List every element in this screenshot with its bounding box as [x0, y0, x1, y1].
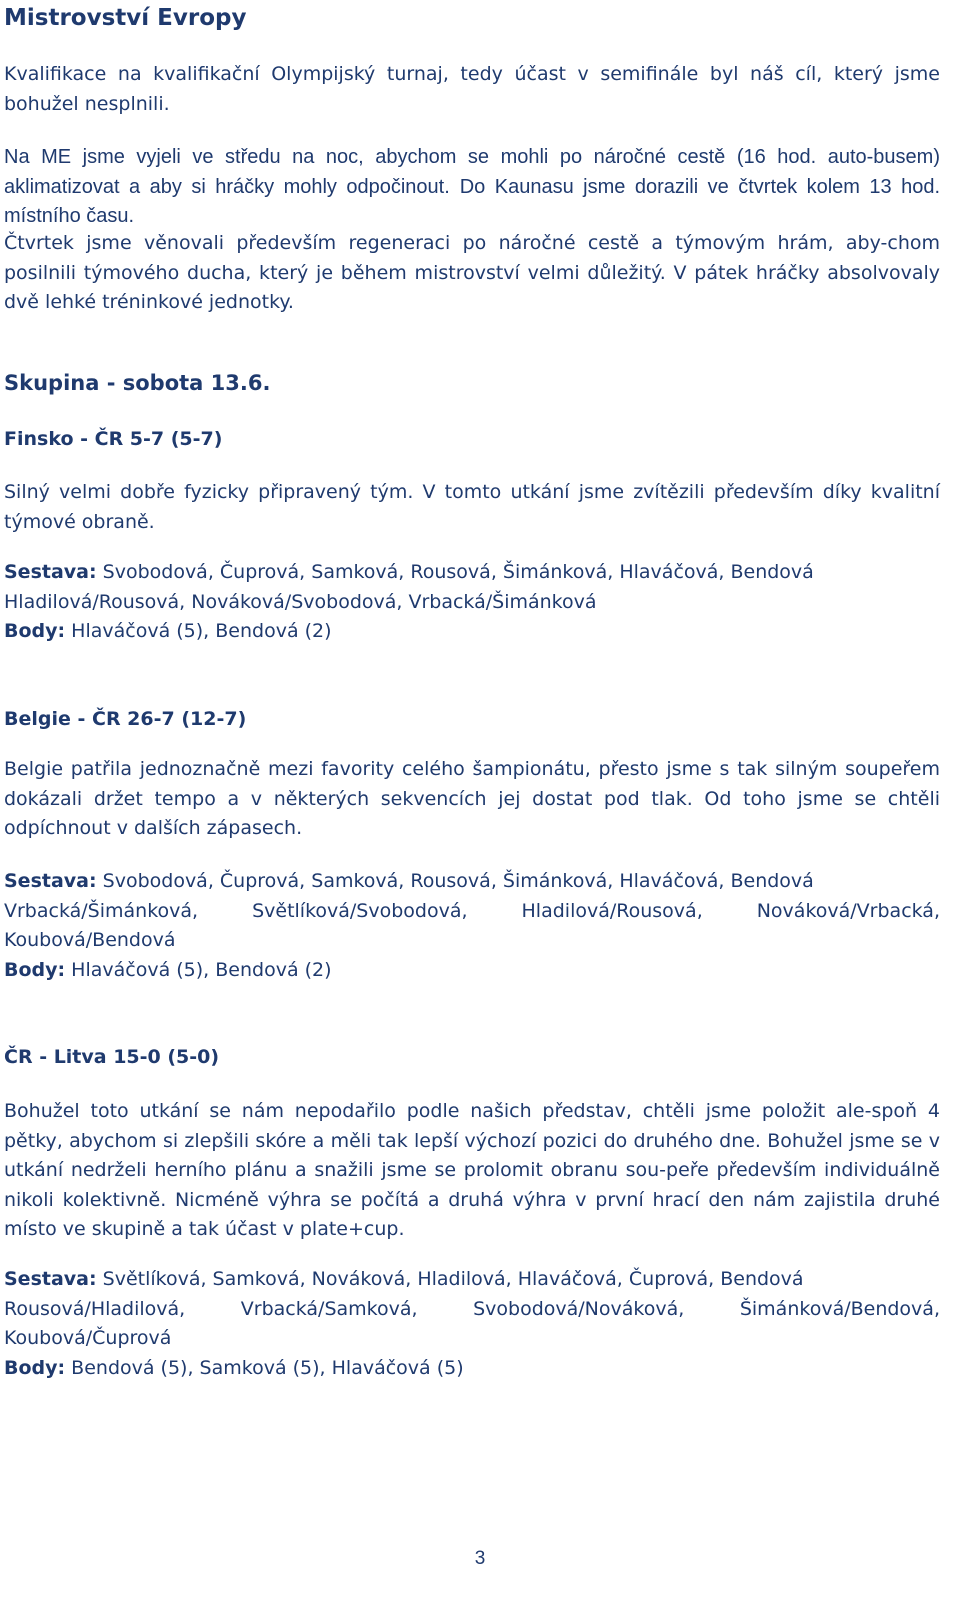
lineup-players: Světlíková, Samková, Nováková, Hladilová, Hlaváčová, Čuprová, Bendová — [102, 1268, 804, 1290]
group-heading: Skupina - sobota 13.6. — [4, 371, 271, 395]
intro-paragraph-2-part-b: Do Kaunasu jsme dorazili ve čtvrtek kolem 13 hod. místního času. — [4, 175, 940, 227]
intro-paragraph-2-part-a: Na ME jsme vyjeli ve středu na noc, abychom se mohli po náročné cestě (16 hod. auto-busem) aklimatizovat a aby si hráčky mohly odpočinout. — [4, 146, 940, 198]
pairs-line: Hladilová/Rousová, Nováková/Svobodová, Vrbacká/Šimánková — [4, 590, 597, 613]
pairs-line-1: Rousová/Hladilová, Vrbacká/Samková, Svobodová/Nováková, Šimánková/Bendová, — [4, 1297, 940, 1320]
points-line — [4, 956, 940, 986]
intro-paragraph-2 — [4, 143, 940, 232]
match-details-litva — [4, 1265, 940, 1383]
match-details-belgie — [4, 867, 940, 985]
points-value: Bendová (5), Samková (5), Hlaváčová (5) — [71, 1356, 464, 1379]
lineup-label: Sestava: — [4, 561, 97, 583]
match-heading-belgie: Belgie - ČR 26-7 (12-7) — [4, 708, 247, 730]
match-report-belgie: Belgie patřila jednoznačně mezi favority celého šampionátu, přesto jsme s tak silným soupeřem dokázali držet tempo a v některých sekvencích jej dostat pod tlak. Od toho jsme se chtěli odpíchnout v dalších zápasech. — [4, 758, 940, 839]
lineup-players: Svobodová, Čuprová, Samková, Rousová, Šimánková, Hlaváčová, Bendová — [102, 870, 814, 892]
points-value: Hlaváčová (5), Bendová (2) — [71, 958, 332, 981]
intro-paragraph-1: Kvalifikace na kvalifikační Olympijský turnaj, tedy účast v semifinále byl náš cíl, který jsme bohužel nesplnili. — [4, 63, 940, 115]
match-details-finsko — [4, 558, 940, 647]
match-heading-litva: ČR - Litva 15-0 (5-0) — [4, 1046, 220, 1068]
intro-paragraph-3: Čtvrtek jsme věnovali především regeneraci po náročné cestě a týmovým hrám, aby-chom posilnili týmového ducha, který je během mistrovství velmi důležitý. V pátek hráčky absolvovaly dvě lehké tréninkové jednotky. — [4, 232, 940, 313]
page-number: 3 — [474, 1548, 486, 1569]
match-report-finsko: Silný velmi dobře fyzicky připravený tým. V tomto utkání jsme zvítězili především díky kvalitní týmové obraně. — [4, 481, 940, 533]
page-title: Mistrovství Evropy — [4, 5, 247, 31]
match-heading-finsko: Finsko - ČR 5-7 (5-7) — [4, 428, 223, 450]
points-line — [4, 617, 940, 647]
lineup-line — [4, 558, 940, 588]
lineup-players: Svobodová, Čuprová, Samková, Rousová, Šimánková, Hlaváčová, Bendová — [102, 561, 814, 583]
pairs-line-2: Koubová/Bendová — [4, 929, 176, 951]
pairs-line-1: Vrbacká/Šimánková, Světlíková/Svobodová, Hladilová/Rousová, Nováková/Vrbacká, — [4, 899, 940, 922]
points-label: Body: — [4, 620, 66, 642]
match-report-litva: Bohužel toto utkání se nám nepodařilo podle našich představ, chtěli jsme položit ale-spoň 4 pětky, abychom si zlepšili skóre a měli tak lepší výchozí pozici do druhého dne. Bohužel jsme se v utkání nedrželi herního plánu a snažili jsme se prolomit obranu sou-peře především individuálně nikoli kolektivně. Nicméně výhra se počítá a druhá výhra v první hrací den nám zajistila druhé místo ve skupině a tak účast v plate+cup. — [4, 1100, 940, 1240]
lineup-line — [4, 1265, 940, 1295]
points-label: Body: — [4, 958, 66, 981]
points-label: Body: — [4, 1356, 66, 1379]
pairs-line-2: Koubová/Čuprová — [4, 1327, 172, 1349]
points-line — [4, 1354, 940, 1384]
lineup-line — [4, 867, 940, 897]
lineup-label: Sestava: — [4, 870, 97, 892]
points-value: Hlaváčová (5), Bendová (2) — [71, 620, 332, 642]
lineup-label: Sestava: — [4, 1268, 97, 1290]
